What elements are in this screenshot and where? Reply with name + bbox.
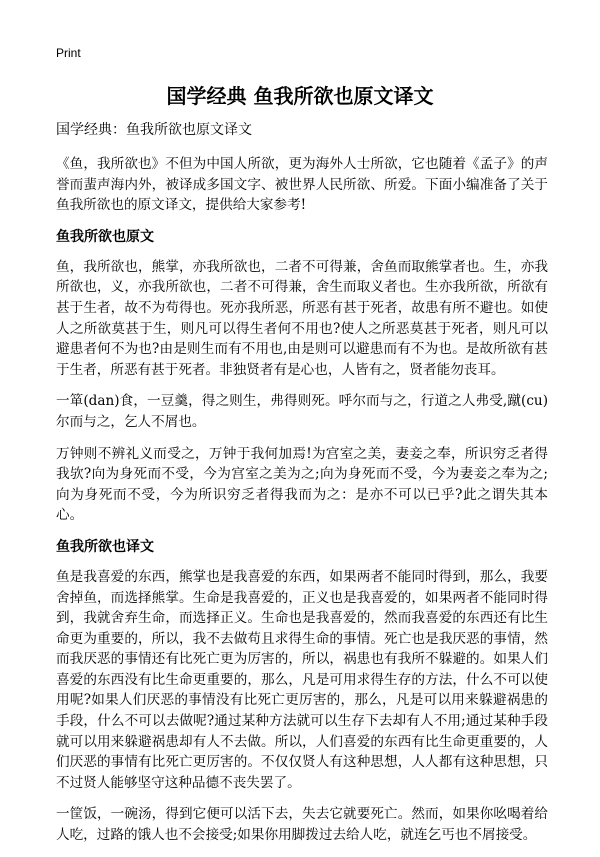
translation-heading: 鱼我所欲也译文 [56,538,154,555]
original-paragraph-2: 一箪(dan)食，一豆羹，得之则生，弗得则死。呼尔而与之，行道之人弗受,蹴(cu)尔而与之，乞人不屑也。 [56,393,548,430]
original-paragraph-3: 万钟则不辨礼义而受之，万钟于我何加焉!为宫室之美，妻妾之奉，所识穷乏者得我欤?向为身死而不受，今为宫室之美为之;向为身死而不受，今为妻妾之奉为之;向为身死而不受，今为所识穷乏者得我而为之：是亦不可以已乎?此之谓失其本心。 [56,445,548,524]
translation-paragraph-2: 一筐饭，一碗汤，得到它便可以活下去，失去它就要死亡。然而，如果你吆喝着给人吃，过路的饿人也不会接受;如果你用脚拨过去给人吃，就连乞丐也不屑接受。 [56,806,548,844]
article-body [56,120,548,857]
intro-paragraph: 《鱼，我所欲也》不但为中国人所欲，更为海外人士所欲，它也随着《孟子》的声誉而蜚声海内外，被译成多国文字、被世界人民所欲、所爱。下面小编准备了关于鱼我所欲也的原文译文，提供给大家参考! [56,156,548,214]
original-paragraph-1: 鱼，我所欲也，熊掌，亦我所欲也，二者不可得兼，舍鱼而取熊掌者也。生，亦我所欲也，义，亦我所欲也，二者不可得兼，舍生而取义者也。生亦我所欲，所欲有甚于生者，故不为苟得也。死亦我所恶，所恶有甚于死者，故患有所不避也。如使人之所欲莫甚于生，则凡可以得生者何不用也?使人之所恶莫甚于死者，则凡可以避患者何不为也?由是则生而有不用也,由是则可以避患而有不为也。是故所欲有甚于生者，所恶有甚于死者。非独贤者有是心也，人皆有之，贤者能勿丧耳。 [56,258,548,378]
translation-paragraph-1: 鱼是我喜爱的东西，熊掌也是我喜爱的东西，如果两者不能同时得到，那么，我要舍掉鱼，而选择熊掌。生命是我喜爱的，正义也是我喜爱的，如果两者不能同时得到，我就舍弃生命，而选择正义。生命也是我喜爱的，然而我喜爱的东西还有比生命更为重要的，所以，我不去做苟且求得生命的事情。死亡也是我厌恶的事情，然而我厌恶的事情还有比死亡更为厉害的，所以，祸患也有我所不躲避的。如果人们喜爱的东西没有比生命更重要的，那么，凡是可用求得生存的方法，什么不可以使用呢?如果人们厌恶的事情没有比死亡更厉害的，那么，凡是可以用来躲避祸患的手段，什么不可以去做呢?通过某种方法就可以生存下去却有人不用;通过某种手段就可以用来躲避祸患却有人不去做。所以，人们喜爱的东西有比生命更重要的，人们厌恶的事情有比死亡更厉害的。不仅仅贤人有这种思想，人人都有这种思想，只不过贤人能够坚守这种品德不丧失罢了。 [56,568,548,791]
page-title: 国学经典 鱼我所欲也原文译文 [166,84,434,108]
article-subtitle: 国学经典：鱼我所欲也原文译文 [56,122,252,138]
original-heading: 鱼我所欲也原文 [56,228,154,245]
print-link[interactable]: Print [56,46,81,60]
